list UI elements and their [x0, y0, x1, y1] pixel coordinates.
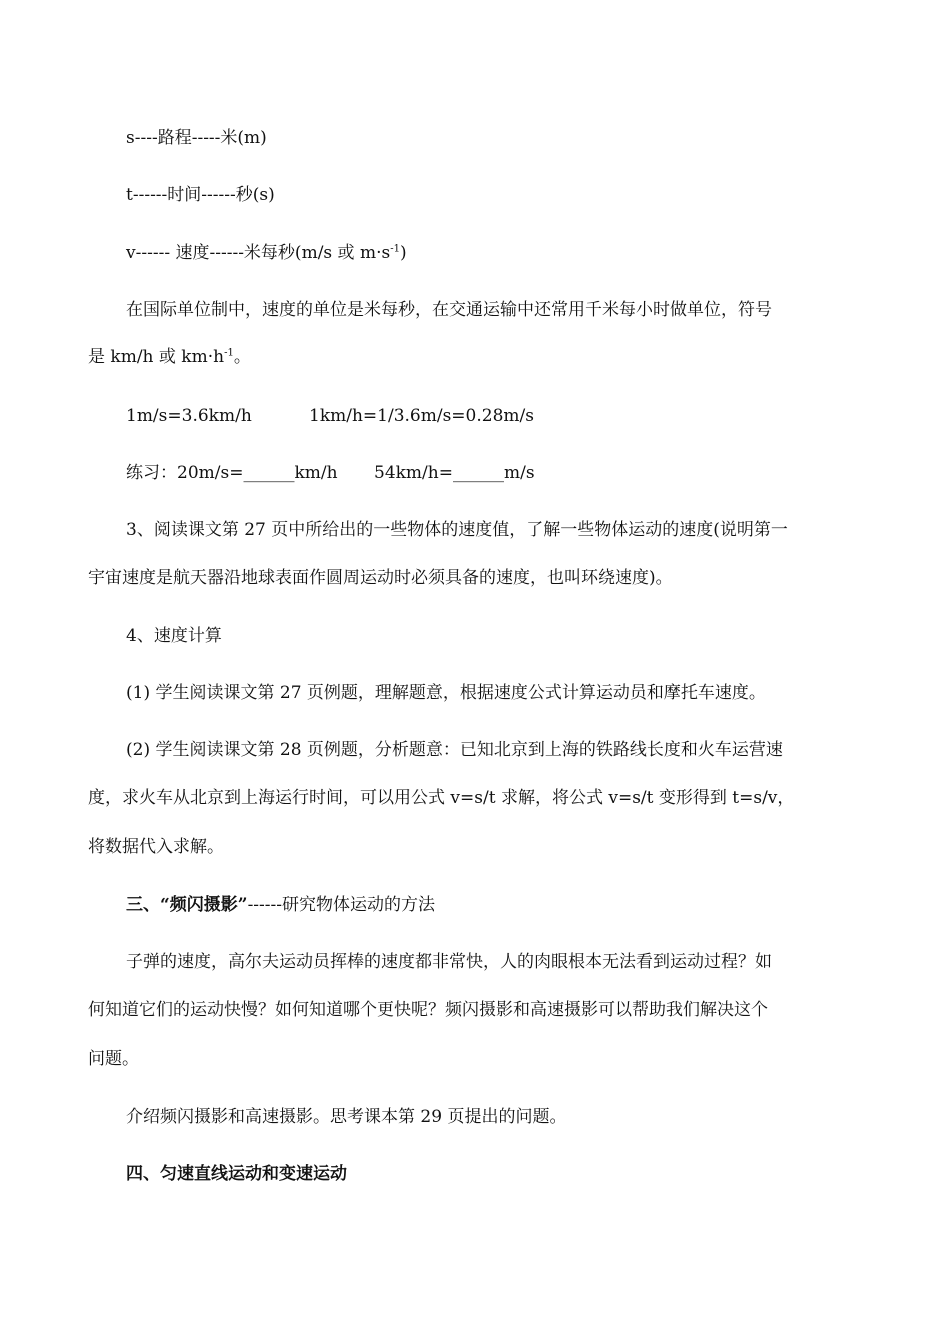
- paragraph-text: 在国际单位制中，速度的单位是米每秒，在交通运输中还常用千米每小时做单位，符号: [126, 300, 772, 320]
- paragraph-si-units-line1: [126, 298, 950, 322]
- unit-line-time: [126, 183, 950, 207]
- paragraph-end: 。: [233, 347, 251, 367]
- conversion-1: 1m/s=3.6km/h: [126, 406, 252, 426]
- paragraph-5-line2: [88, 998, 950, 1022]
- paragraph-text: 是 km/h 或 km·h: [88, 347, 225, 367]
- paragraph-3-line2: [88, 566, 950, 590]
- unit-line-speed-end: ): [399, 243, 407, 263]
- superscript: -1: [224, 347, 234, 359]
- paragraph-3-line1: [126, 518, 950, 542]
- paragraph-5-line3: [88, 1047, 950, 1071]
- paragraph-text: 问题。: [88, 1049, 139, 1069]
- heading-bold-text: 三、“频闪摄影”: [126, 895, 248, 915]
- paragraph-6: [126, 1105, 950, 1129]
- unit-line-time-text: t------时间------秒(s): [126, 185, 275, 205]
- paragraph-text: 介绍频闪摄影和高速摄影。思考课本第 29 页提出的问题。: [126, 1107, 567, 1127]
- step-text: (1) 学生阅读课文第 27 页例题，理解题意，根据速度公式计算运动员和摩托车速度。: [126, 683, 766, 703]
- step-text: 将数据代入求解。: [88, 837, 224, 857]
- unit-line-distance: [126, 126, 950, 150]
- step-text: 度，求火车从北京到上海运行时间，可以用公式 v=s/t 求解，将公式 v=s/t 变形得到 t=s/v，: [88, 788, 795, 808]
- heading-text: 4、速度计算: [126, 626, 222, 646]
- step-2-line3: [88, 835, 950, 859]
- paragraph-5-line1: [126, 950, 950, 974]
- step-2-line2: [88, 786, 950, 810]
- unit-line-speed-text: v------ 速度------米每秒(m/s 或 m·s: [126, 243, 391, 263]
- paragraph-text: 何知道它们的运动快慢？如何知道哪个更快呢？频闪摄影和高速摄影可以帮助我们解决这个: [88, 1000, 768, 1020]
- conversion-2: 1km/h=1/3.6m/s=0.28m/s: [309, 406, 534, 426]
- paragraph-text: 3、阅读课文第 27 页中所给出的一些物体的速度值，了解一些物体运动的速度(说明第一: [126, 520, 788, 540]
- section-heading-strobe: [126, 893, 950, 917]
- paragraph-text: 宇宙速度是航天器沿地球表面作圆周运动时必须具备的速度，也叫环绕速度)。: [88, 568, 673, 588]
- heading-text: 四、匀速直线运动和变速运动: [126, 1164, 347, 1184]
- exercise-2: 54km/h=______m/s: [374, 463, 535, 483]
- step-1: [126, 681, 950, 705]
- section-heading-speed-calc: [126, 624, 950, 648]
- paragraph-si-units-line2: [88, 345, 950, 369]
- unit-line-speed: [126, 241, 950, 265]
- exercise-1: 练习：20m/s=______km/h: [126, 463, 338, 483]
- superscript: -1: [390, 243, 400, 255]
- section-heading-uniform-motion: [126, 1162, 950, 1186]
- unit-line-distance-text: s----路程-----米(m): [126, 128, 267, 148]
- heading-rest-text: ------研究物体运动的方法: [247, 895, 436, 915]
- step-text: (2) 学生阅读课文第 28 页例题，分析题意：已知北京到上海的铁路线长度和火车运营速: [126, 740, 783, 760]
- paragraph-text: 子弹的速度，高尔夫运动员挥棒的速度都非常快，人的肉眼根本无法看到运动过程？如: [126, 952, 772, 972]
- step-2-line1: [126, 738, 950, 762]
